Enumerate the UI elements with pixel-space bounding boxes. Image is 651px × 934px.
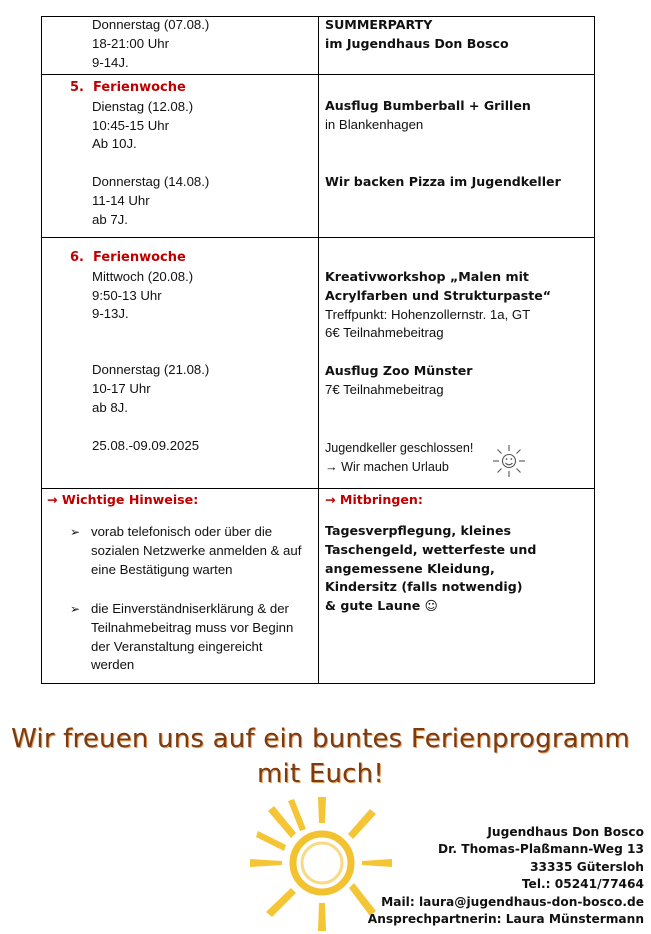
event-subtitle: im Jugendhaus Don Bosco xyxy=(325,35,509,51)
bring-heading: → Mitbringen: xyxy=(325,492,423,507)
hint-line: Teilnahmebeitrag muss vor Beginn xyxy=(91,619,294,635)
age-line: ab 8J. xyxy=(92,399,128,415)
arrow-bullet-icon: ➢ xyxy=(70,525,81,539)
row1-left-cell xyxy=(92,16,209,72)
event-fee: 7€ Teilnahmebeitrag xyxy=(325,381,444,397)
date-line: Mittwoch (20.08.) xyxy=(92,268,194,284)
banner-line-2: mit Euch! xyxy=(257,759,384,789)
contact-person: Ansprechpartnerin: Laura Münstermann xyxy=(367,912,644,927)
week-number: 5. xyxy=(70,80,84,95)
event-title: Ausflug Zoo Münster xyxy=(325,363,473,378)
table-divider-column xyxy=(318,16,319,684)
hint-item-1 xyxy=(70,523,301,579)
date-line: Dienstag (12.08.) xyxy=(92,98,194,114)
event-title-line2: Acrylfarben und Strukturpaste“ xyxy=(325,287,552,303)
table-border-bottom xyxy=(41,683,595,684)
date-line: Donnerstag (14.08.) xyxy=(92,173,210,189)
time-line: 18-21:00 Uhr xyxy=(92,35,169,51)
hint-line: eine Bestätigung warten xyxy=(91,561,233,577)
week-label: Ferienwoche xyxy=(92,80,186,95)
arrow-bullet-icon: ➢ xyxy=(70,602,81,616)
row1-right-cell xyxy=(325,16,509,54)
phone: Tel.: 05241/77464 xyxy=(521,877,644,892)
row3-right-event1 xyxy=(325,268,551,343)
table-border-right xyxy=(594,16,595,684)
org-name: Jugendhaus Don Bosco xyxy=(487,825,644,839)
date-range: 25.08.-09.09.2025 xyxy=(92,438,200,453)
hints-heading: → Wichtige Hinweise: xyxy=(47,492,199,507)
date-line: Donnerstag (07.08.) xyxy=(92,17,210,32)
row3-left-cell-b xyxy=(92,361,209,417)
hint-line: der Veranstaltung eingereicht xyxy=(91,638,263,654)
city: 33335 Gütersloh xyxy=(530,859,644,874)
hint-item-2 xyxy=(70,600,293,675)
week-number: 6. xyxy=(70,250,84,265)
time-line: 10:45-15 Uhr xyxy=(92,117,169,133)
vacation-line: → Wir machen Urlaub xyxy=(325,459,449,474)
bring-list xyxy=(325,522,536,616)
hint-line: werden xyxy=(91,657,135,673)
event-meeting-point: Treffpunkt: Hohenzollernstr. 1a, GT xyxy=(325,306,531,322)
row2-left-cell xyxy=(70,78,209,229)
email[interactable]: Mail: laura@jugendhaus-don-bosco.de xyxy=(381,894,644,909)
event-location: in Blankenhagen xyxy=(325,116,424,132)
bring-line: Tagesverpflegung, kleines xyxy=(325,523,512,538)
row3-right-closed-note xyxy=(325,439,473,477)
event-title-line1: Kreativworkshop „Malen mit xyxy=(325,269,529,284)
bring-line: Kindersitz (falls notwendig) xyxy=(325,579,523,595)
row2-right-event2 xyxy=(325,173,561,192)
time-line: 10-17 Uhr xyxy=(92,380,151,396)
sun-smiley-icon xyxy=(490,443,528,479)
time-line: 11-14 Uhr xyxy=(92,192,150,208)
event-title: Wir backen Pizza im Jugendkeller xyxy=(325,174,561,189)
banner-line-1: Wir freuen uns auf ein buntes Ferienprogramm xyxy=(11,724,630,754)
table-row-divider-3 xyxy=(41,488,595,489)
row2-right-cell xyxy=(325,97,531,135)
bring-line: Taschengeld, wetterfeste und xyxy=(325,541,537,557)
contact-block xyxy=(368,824,644,928)
event-title: SUMMERPARTY xyxy=(325,17,433,32)
hint-line: sozialen Netzwerke anmelden & auf xyxy=(91,542,302,558)
street: Dr. Thomas-Plaßmann-Weg 13 xyxy=(438,842,644,857)
week-heading xyxy=(70,78,209,98)
event-fee: 6€ Teilnahmebeitrag xyxy=(325,325,444,341)
age-line: Ab 10J. xyxy=(92,136,137,152)
event-title: Ausflug Bumberball + Grillen xyxy=(325,98,531,113)
table-row-divider-2 xyxy=(41,237,595,238)
table-row-divider-1 xyxy=(41,74,595,75)
age-line: ab 7J. xyxy=(92,211,128,227)
table-border-left xyxy=(41,16,42,684)
hint-line: die Einverständniserklärung & der xyxy=(91,601,289,616)
row3-right-event2 xyxy=(325,362,472,400)
bring-line: & gute Laune ☺ xyxy=(325,598,438,614)
age-line: 9-14J. xyxy=(92,54,129,70)
week-label: Ferienwoche xyxy=(92,250,186,265)
bring-line: angemessene Kleidung, xyxy=(325,560,495,576)
row3-left-vacation-dates xyxy=(92,437,199,456)
hint-line: vorab telefonisch oder über die xyxy=(91,524,273,539)
date-line: Donnerstag (21.08.) xyxy=(92,362,210,377)
week-heading xyxy=(70,248,193,268)
time-line: 9:50-13 Uhr xyxy=(92,287,162,303)
closed-line: Jugendkeller geschlossen! xyxy=(325,441,474,455)
row3-left-cell xyxy=(70,248,193,324)
age-line: 9-13J. xyxy=(92,306,129,322)
